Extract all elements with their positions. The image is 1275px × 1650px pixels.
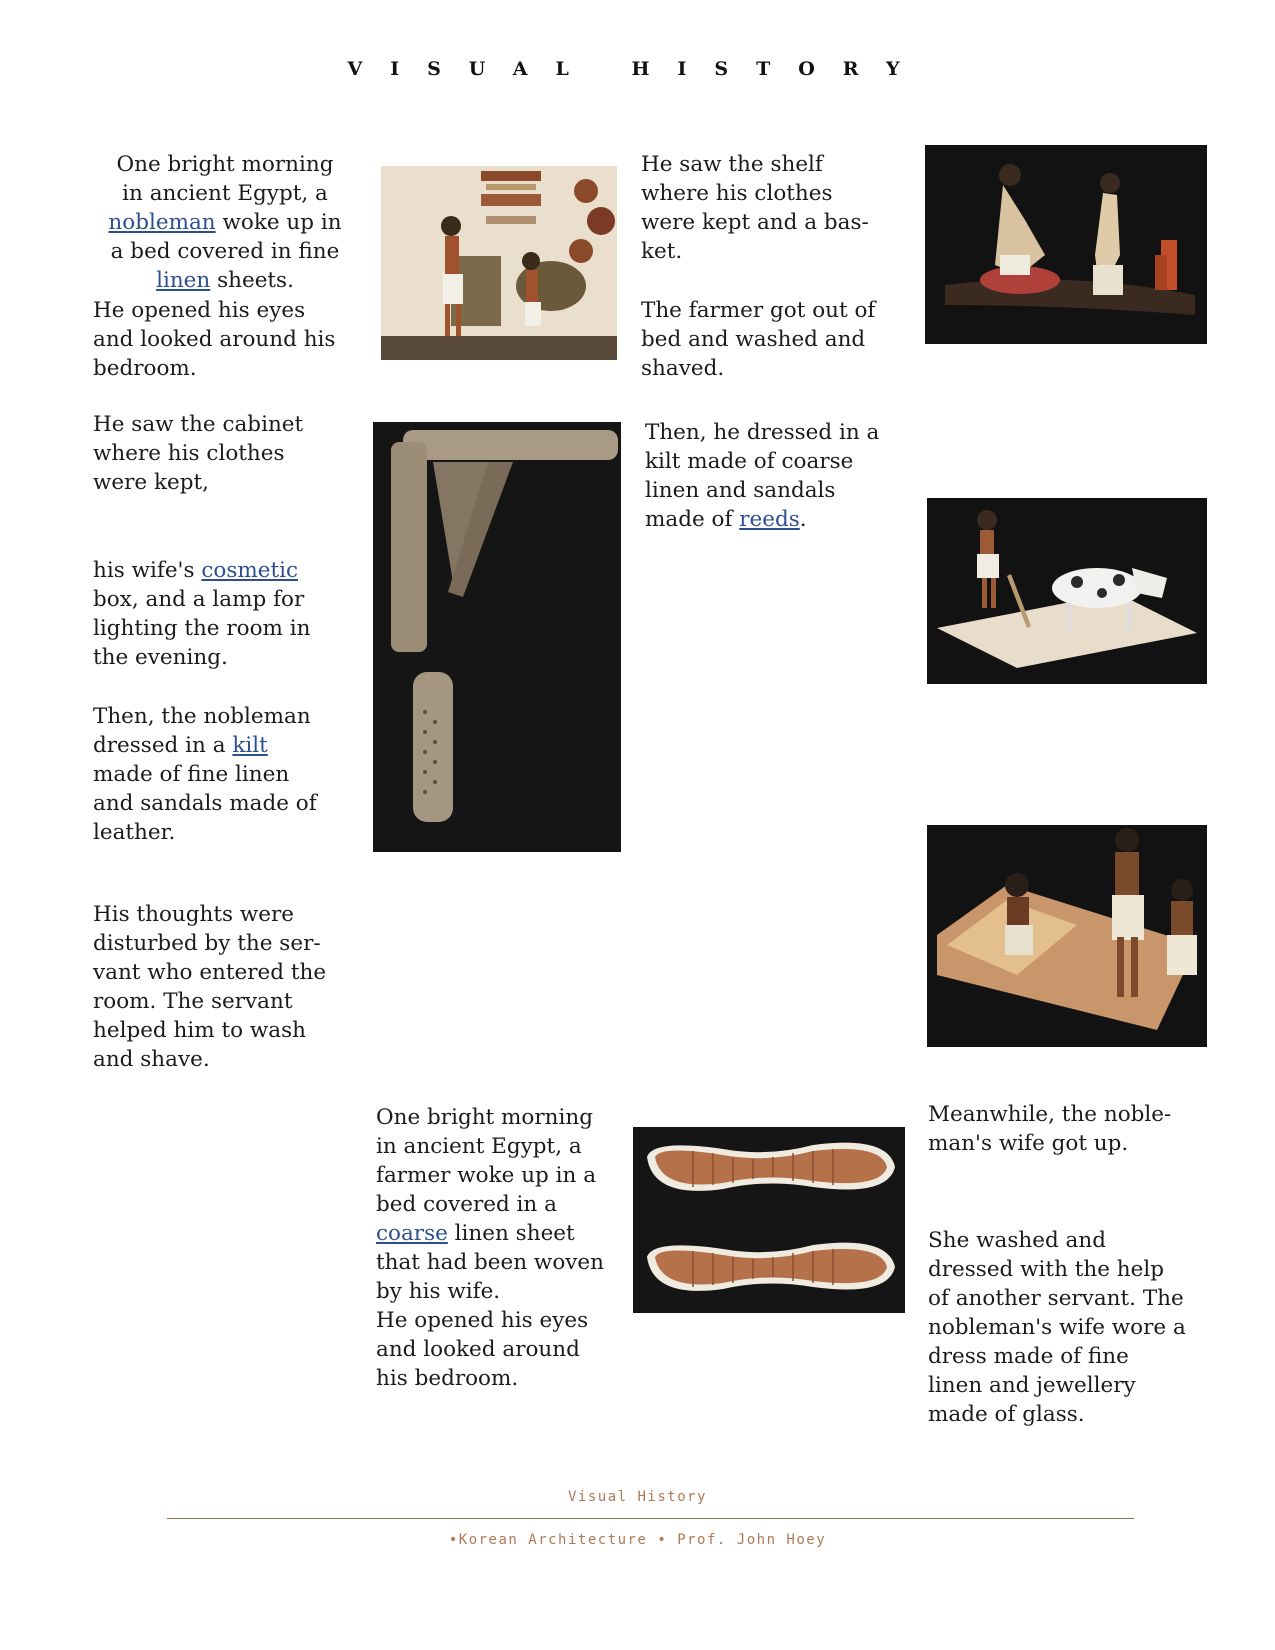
paragraph-text: woke up in a bed covered in fine	[110, 210, 342, 264]
farmer-dress-paragraph	[645, 418, 915, 534]
paragraph-text: linen sheet that had been woven by his wife. He opened his eyes and looked around his bedroom.	[376, 1221, 604, 1391]
footer-title: Visual History	[567, 1489, 707, 1505]
kilt-link[interactable]: kilt	[232, 733, 268, 758]
linen-link[interactable]: linen	[156, 268, 211, 293]
wife-dress-paragraph: She washed and dressed with the help of another servant. The nobleman's wife wore a dress made of fine linen and jewellery made of glass.	[928, 1228, 1186, 1427]
coarse-link[interactable]: coarse	[376, 1221, 448, 1246]
cabinet-paragraph: He saw the cabinet where his clothes were kept,	[93, 412, 304, 495]
wooden-bed-frame-image	[373, 422, 621, 852]
cosmetic-box-paragraph	[93, 556, 353, 672]
page-title: VISUAL HISTORY	[347, 58, 928, 80]
paragraph-text: One bright morning in ancient Egypt, a	[116, 152, 334, 206]
paragraph-text: Then, he dressed in a kilt made of coarse linen and sandals made of	[645, 420, 880, 532]
nobleman-dress-paragraph	[93, 702, 353, 847]
kneading-figurines-image	[925, 145, 1207, 344]
paragraph-text: One bright morning in ancient Egypt, a farmer woke up in a bed covered in a	[376, 1105, 597, 1217]
workers-model-image	[927, 825, 1207, 1047]
farmer-morning-paragraph	[376, 1103, 646, 1393]
plough-oxen-model-image	[927, 498, 1207, 684]
wife-got-up-paragraph: Meanwhile, the noble- man's wife got up.	[928, 1102, 1172, 1156]
cosmetic-link[interactable]: cosmetic	[201, 558, 299, 583]
nobleman-eyes-paragraph: He opened his eyes and looked around his bedroom.	[93, 298, 336, 381]
paragraph-text: box, and a lamp for lighting the room in the evening.	[93, 587, 311, 670]
farmer-washed-paragraph: The farmer got out of bed and washed and shaved.	[641, 298, 876, 381]
tomb-fresco-image	[381, 166, 617, 360]
paragraph-text: sheets.	[210, 268, 294, 293]
footer-subtitle: •Korean Architecture • Prof. John Hoey	[448, 1532, 827, 1548]
nobleman-link[interactable]: nobleman	[108, 210, 216, 235]
reed-sandals-image	[633, 1127, 905, 1313]
nobleman-morning-paragraph	[94, 150, 356, 295]
servant-paragraph: His thoughts were disturbed by the ser- vant who entered the room. The servant helped him to wash and shave.	[93, 902, 327, 1072]
paragraph-text: his wife's	[93, 558, 202, 583]
paragraph-text: Then, the nobleman dressed in a	[93, 704, 311, 758]
paragraph-text: .	[799, 507, 807, 532]
shelf-paragraph: He saw the shelf where his clothes were kept and a bas- ket.	[641, 152, 869, 264]
reeds-link[interactable]: reeds	[739, 507, 800, 532]
paragraph-text: made of fine linen and sandals made of leather.	[93, 762, 317, 845]
footer-divider	[167, 1518, 1134, 1519]
